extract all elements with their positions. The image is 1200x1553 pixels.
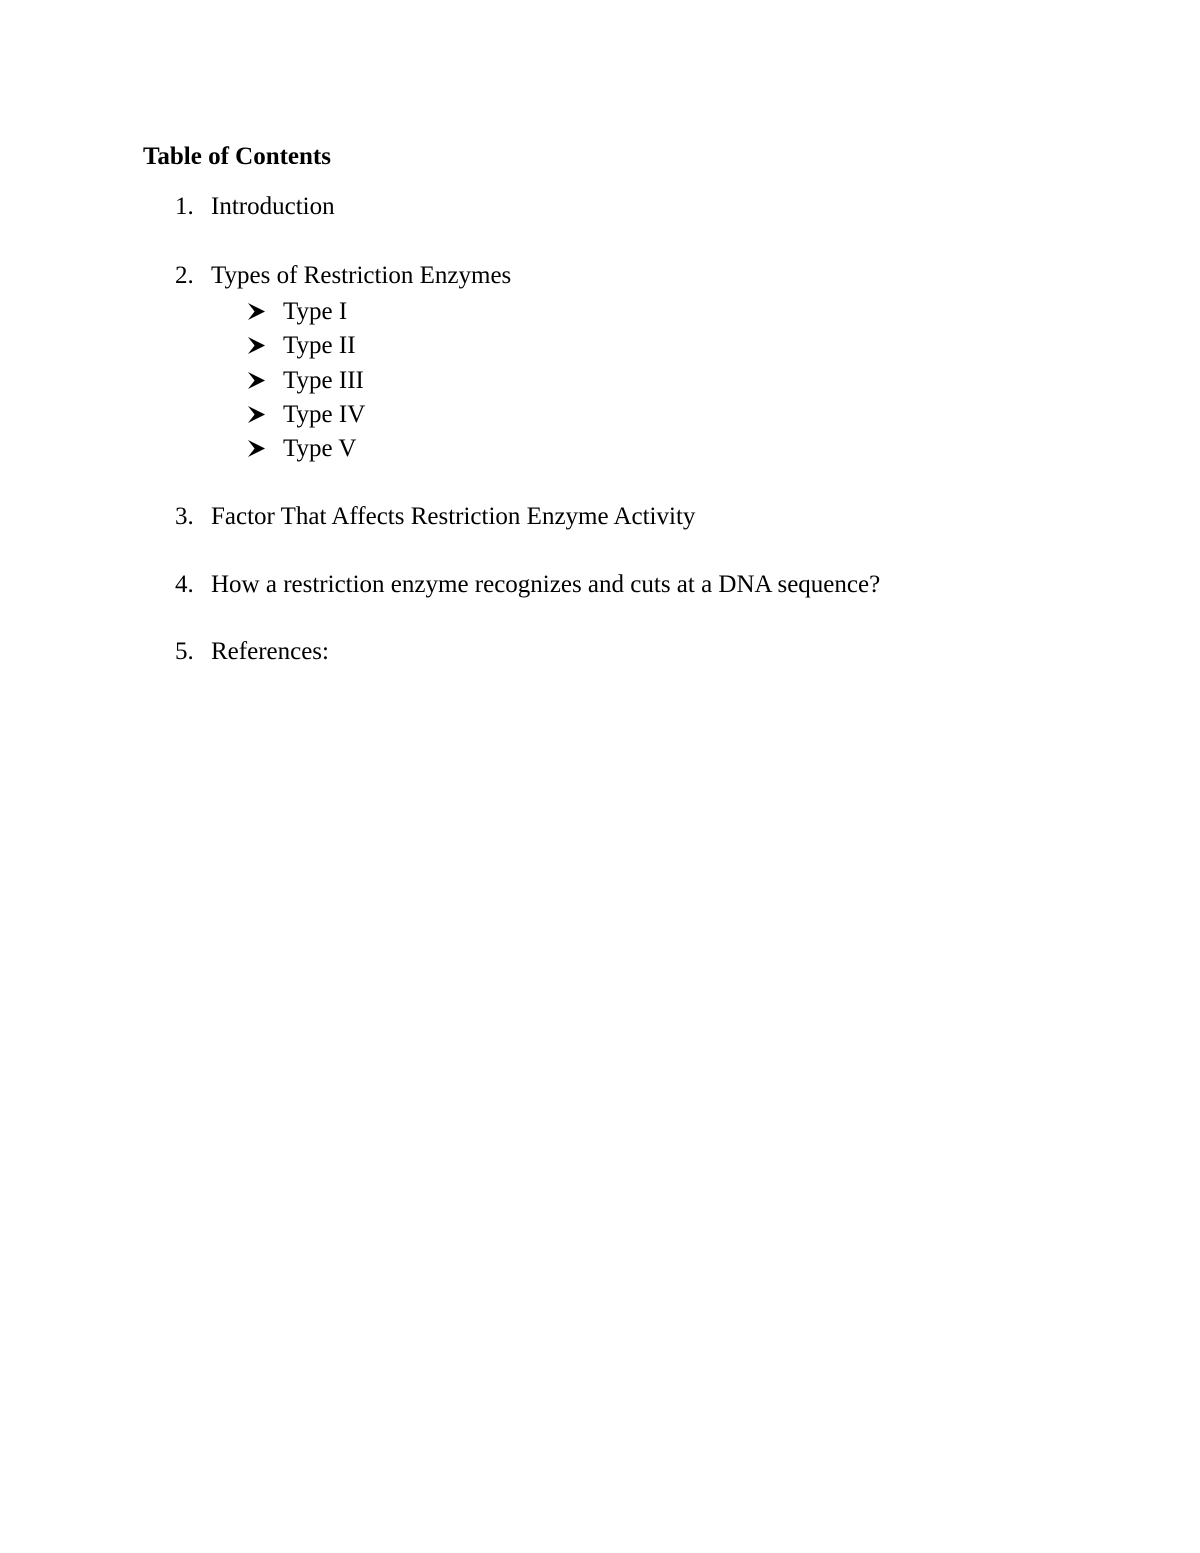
toc-item-number: 3. [175, 503, 194, 530]
toc-subitem-label: Type V [283, 435, 357, 462]
arrowhead-bullet-icon [247, 329, 271, 363]
toc-item-number: 5. [175, 638, 194, 665]
arrowhead-bullet-icon [247, 295, 271, 329]
toc-subitem-label: Type I [283, 298, 348, 325]
toc-item-label: Introduction [211, 193, 335, 220]
toc-item-label: Factor That Affects Restriction Enzyme Activity [211, 503, 696, 530]
toc-item-number: 1. [175, 193, 194, 220]
toc-item-number: 4. [175, 571, 194, 598]
arrowhead-bullet-icon [247, 432, 271, 466]
toc-item-label: References: [211, 638, 329, 665]
toc-subitem-label: Type IV [283, 401, 366, 428]
toc-item-label: Types of Restriction Enzymes [211, 262, 512, 289]
arrowhead-bullet-icon [247, 364, 271, 398]
toc-item-label: How a restriction enzyme recognizes and cuts at a DNA sequence? [211, 571, 881, 598]
toc-subitem-label: Type II [283, 332, 356, 359]
toc-title: Table of Contents [143, 143, 331, 170]
arrowhead-bullet-icon [247, 398, 271, 432]
toc-subitem-label: Type III [283, 367, 364, 394]
toc-item-number: 2. [175, 262, 194, 289]
